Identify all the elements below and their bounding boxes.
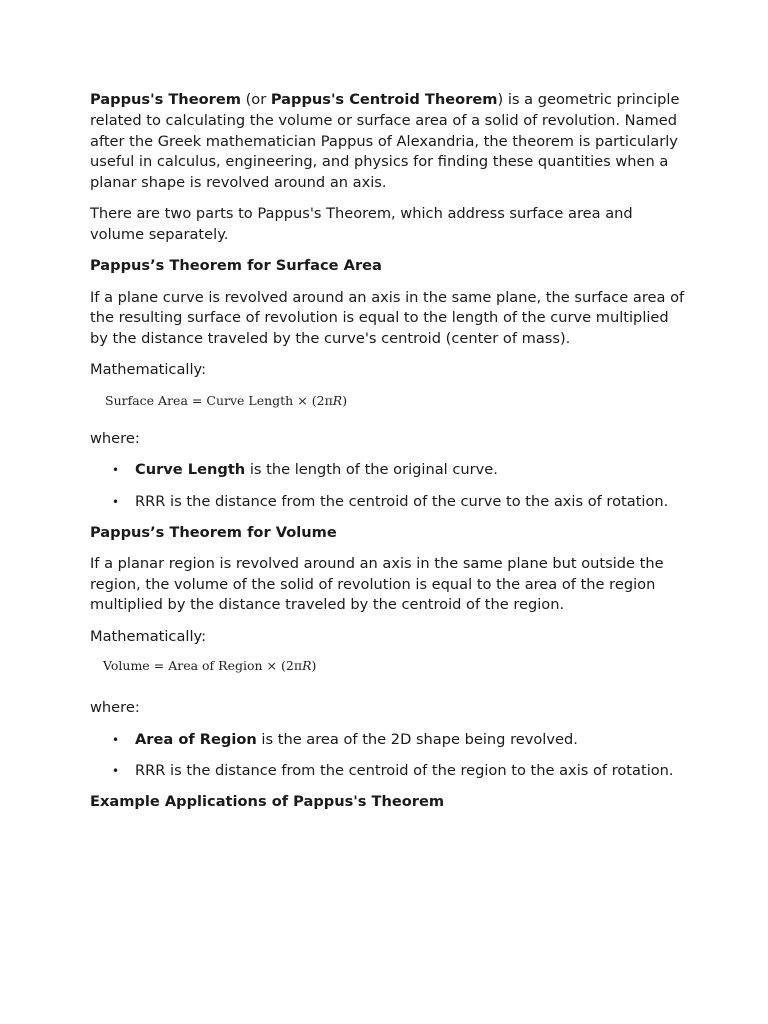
volume-math-label: Mathematically: xyxy=(90,627,206,645)
surface-bullet-list xyxy=(90,460,690,512)
formula-factor-close: ) xyxy=(311,658,317,674)
two-parts-paragraph: There are two parts to Pappus's Theorem, which address surface area and volume separately. xyxy=(90,205,633,244)
formula-times: × xyxy=(297,393,308,409)
volume-formula xyxy=(103,656,690,698)
formula-equals: = xyxy=(153,658,165,674)
formula-times: × xyxy=(266,658,278,674)
list-item-text: is the length of the original curve. xyxy=(245,461,498,479)
list-item xyxy=(90,761,690,782)
formula-term: Area of Region xyxy=(168,658,263,674)
document-page xyxy=(90,90,690,823)
list-item-term: Area of Region xyxy=(135,730,257,748)
formula-factor-close: ) xyxy=(342,393,348,409)
list-item-text: is the area of the 2D shape being revolved. xyxy=(256,730,578,748)
formula-factor-var: R xyxy=(302,658,312,674)
list-item-term: Curve Length xyxy=(135,461,246,479)
bullet-icon: • xyxy=(112,494,120,509)
formula-equals: = xyxy=(191,393,203,409)
surface-area-formula xyxy=(105,391,690,429)
term-pappus-centroid-theorem: Pappus's Centroid Theorem xyxy=(270,91,498,108)
list-item-text: RRR is the distance from the centroid of the region to the axis of rotation. xyxy=(135,761,674,779)
bullet-icon: • xyxy=(112,763,120,778)
list-item xyxy=(90,730,690,751)
volume-where-label: where: xyxy=(90,699,140,717)
term-pappus-theorem: Pappus's Theorem xyxy=(90,91,241,108)
list-item xyxy=(90,460,690,481)
formula-factor-open: (2π xyxy=(311,393,333,409)
bullet-icon: • xyxy=(112,463,120,478)
volume-description: If a planar region is revolved around an axis in the same plane but outside the region, the volume of the solid of revolution is equal to the area of the region multiplied by the distance traveled by the centroid of the region. xyxy=(90,554,664,614)
bullet-icon: • xyxy=(112,732,120,747)
surface-where-label: where: xyxy=(90,430,140,448)
surface-math-label: Mathematically: xyxy=(90,361,206,379)
intro-paragraph xyxy=(90,90,690,194)
formula-lhs: Volume xyxy=(103,658,150,674)
surface-area-heading: Pappus’s Theorem for Surface Area xyxy=(90,257,382,275)
examples-heading: Example Applications of Pappus's Theorem xyxy=(90,793,445,811)
intro-rest: ) is a geometric principle related to calculating the volume or surface area of a solid of revolution. Named after the Greek mathematician Pappus of Alexandria, the theorem is particularly useful in calculus, engineering, and physics for finding these quantities when a planar shape is revolved around an axis. xyxy=(90,91,680,192)
list-item xyxy=(90,492,690,513)
list-item-text: RRR is the distance from the centroid of the curve to the axis of rotation. xyxy=(135,492,669,510)
volume-heading: Pappus’s Theorem for Volume xyxy=(90,523,337,541)
surface-area-description: If a plane curve is revolved around an axis in the same plane, the surface area of the resulting surface of revolution is equal to the length of the curve multiplied by the distance traveled by the curve's centroid (center of mass). xyxy=(90,288,685,348)
volume-bullet-list xyxy=(90,730,690,782)
intro-paren-open: (or xyxy=(240,91,271,108)
formula-lhs: Surface Area xyxy=(105,393,188,409)
formula-term: Curve Length xyxy=(206,393,294,409)
formula-factor-open: (2π xyxy=(281,658,303,674)
formula-factor-var: R xyxy=(332,393,343,409)
